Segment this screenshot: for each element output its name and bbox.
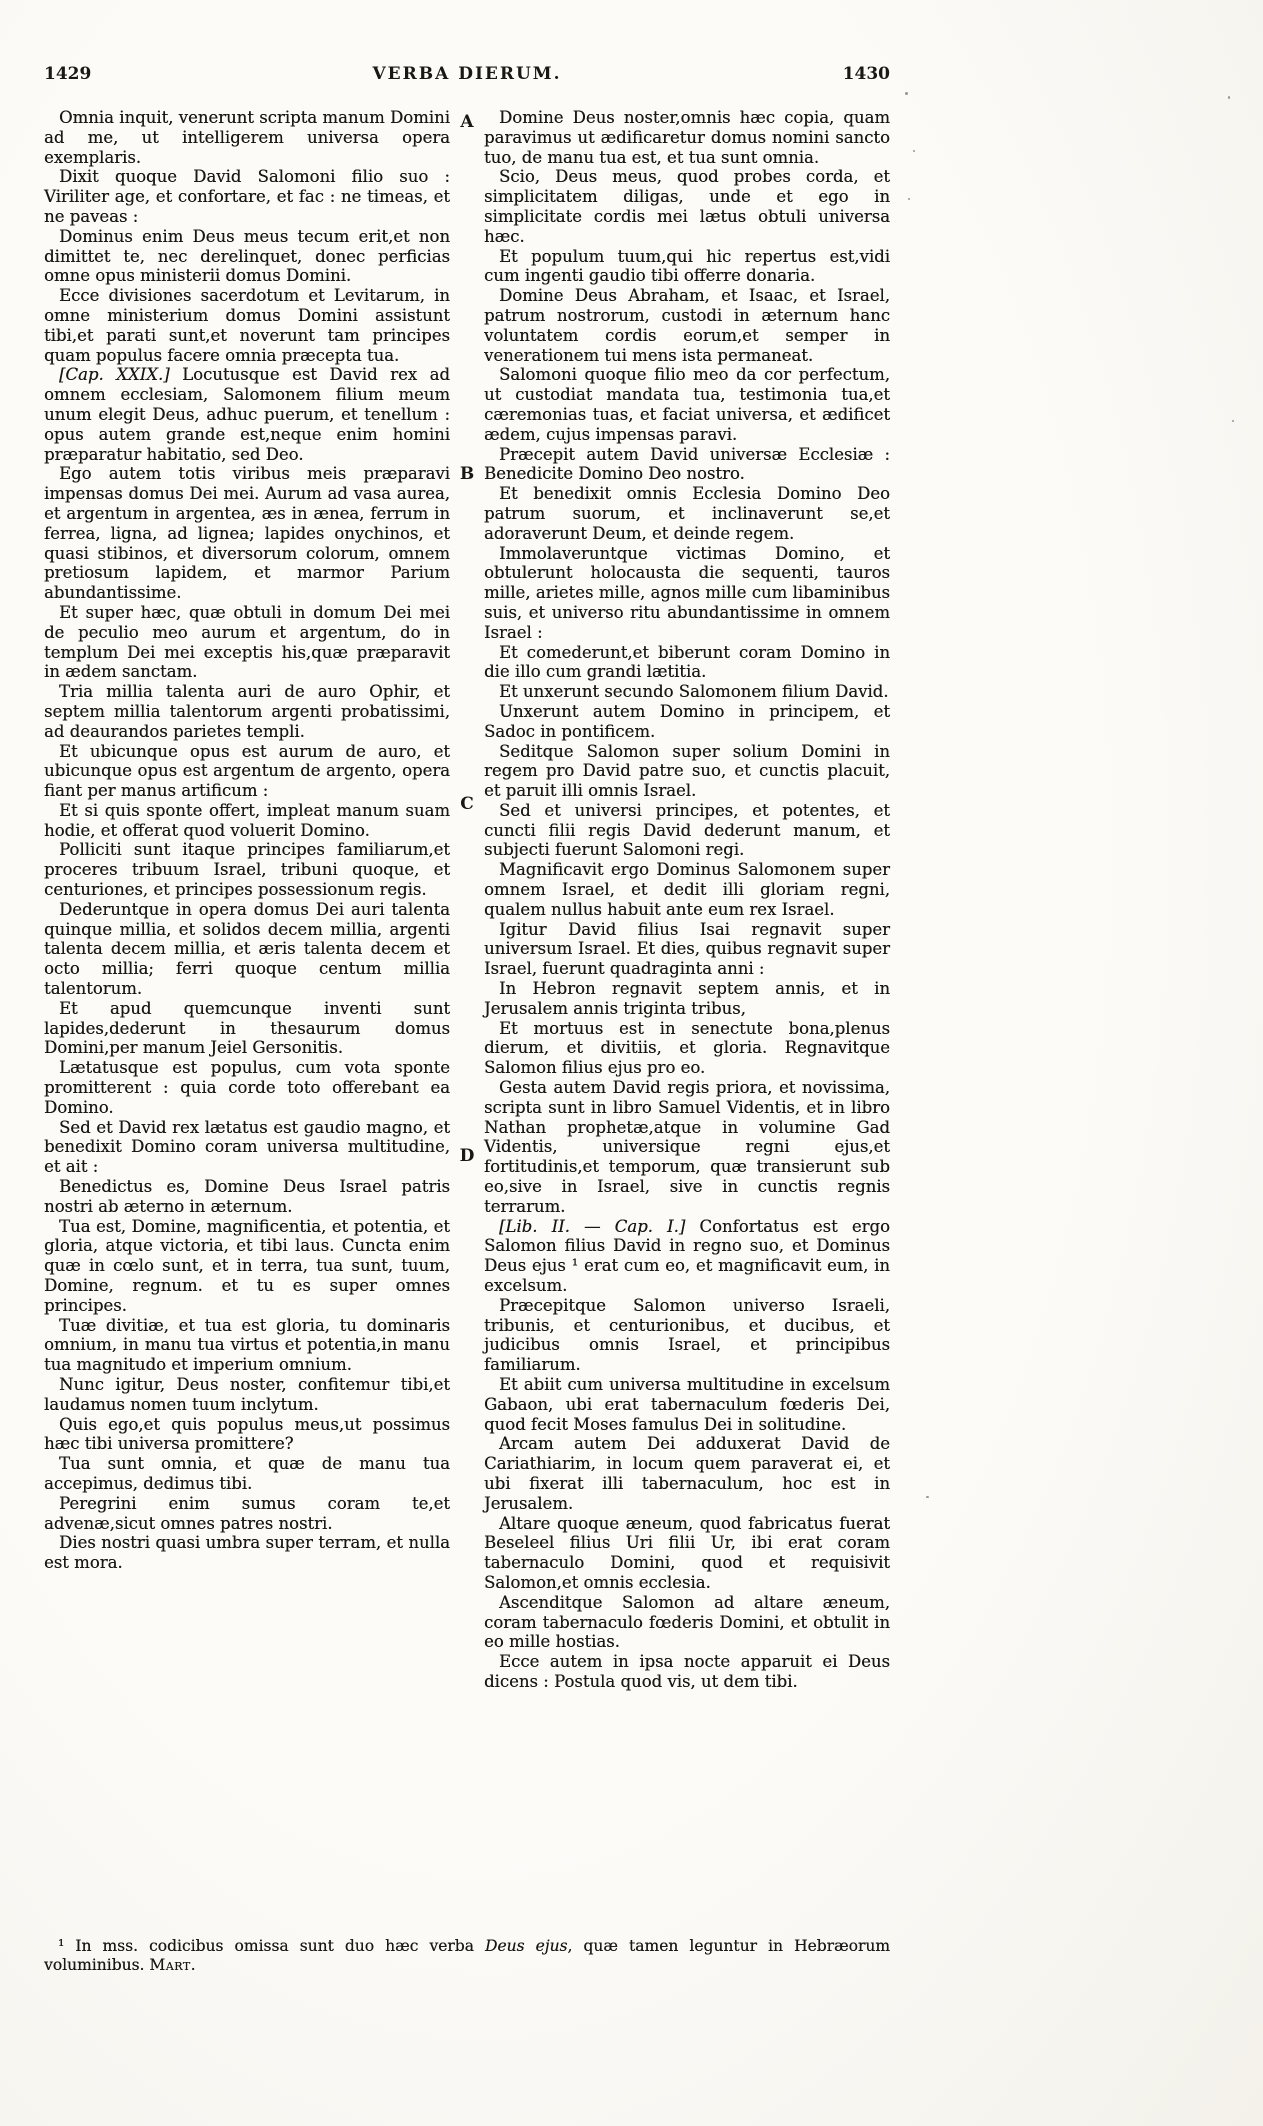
paragraph bbox=[484, 1375, 890, 1434]
paragraph bbox=[484, 702, 890, 742]
text-run: Scio, Deus meus, quod probes corda, et simplicitatem diligas, unde et ego in simplicitate cordis mei lætus obtuli universa hæc. bbox=[484, 167, 890, 246]
text-run: Confortatus est ergo Salomon filius David in regno suo, et Dominus Deus ejus ¹ erat cum eo, et magnificavit eum, in excelsum. bbox=[484, 1216, 890, 1296]
paragraph bbox=[44, 1533, 450, 1573]
column-marker-a: A bbox=[460, 112, 474, 132]
paragraph bbox=[484, 1514, 890, 1593]
paragraph bbox=[44, 1937, 890, 1975]
text-run: Arcam autem Dei adduxerat David de Cariathiarim, in locum quem paraverat ei, et ubi fixerat illi tabernaculum, hoc est in Jerusalem. bbox=[484, 1434, 890, 1513]
text-run: Peregrini enim sumus coram te,et advenæ,sicut omnes patres nostri. bbox=[44, 1493, 450, 1533]
scan-speck bbox=[913, 150, 915, 152]
text-run: Omnia inquit, venerunt scripta manum Domini ad me, ut intelligerem universa opera exemplaris. bbox=[44, 108, 450, 167]
paragraph bbox=[44, 603, 450, 682]
paragraph bbox=[44, 1375, 450, 1415]
text-run: , quæ tamen leguntur in Hebræorum voluminibus. bbox=[44, 1937, 891, 1974]
text-run: Ecce divisiones sacerdotum et Levitarum, in omne ministerium domus Domini assistunt tibi,et parati sunt,et noverunt tam principes quam populus facere omnia præcepta tua. bbox=[44, 286, 450, 365]
text-run: Domine Deus Abraham, et Isaac, et Israel, patrum nostrorum, custodi in æternum hanc voluntatem cordis eorum,et semper in venerationem tui mens ista permaneat. bbox=[484, 286, 890, 365]
page-number-right: 1430 bbox=[842, 64, 890, 84]
text-run: Igitur David filius Isai regnavit super universum Israel. Et dies, quibus regnavit super Israel, fuerunt quadraginta anni : bbox=[484, 919, 890, 979]
text-run: Mart. bbox=[149, 1956, 197, 1974]
text-run: Nunc igitur, Deus noster, confitemur tibi,et laudamus nomen tuum inclytum. bbox=[44, 1375, 450, 1414]
page-number-left: 1429 bbox=[44, 64, 92, 84]
paragraph bbox=[44, 999, 450, 1058]
paragraph bbox=[484, 682, 890, 702]
text-run: Deus ejus bbox=[484, 1937, 568, 1955]
text-run: Salomoni quoque filio meo da cor perfectum, ut custodiat mandata tua, testimonia tua,et cæremonias tuas, et faciat universa, et ædificet ædem, cujus impensas paravi. bbox=[484, 365, 890, 444]
left-column bbox=[44, 108, 450, 1692]
text-columns bbox=[44, 108, 890, 1692]
paragraph bbox=[44, 1217, 450, 1316]
paragraph bbox=[484, 643, 890, 683]
text-run: Altare quoque æneum, quod fabricatus fuerat Beseleel filius Uri filii Ur, ibi erat coram tabernaculo Domini, quod et requisivit Salomon,et omnis ecclesia. bbox=[484, 1513, 890, 1592]
paragraph bbox=[484, 286, 890, 365]
text-run: Et si quis sponte offert, impleat manum suam hodie, et offerat quod voluerit Domino. bbox=[44, 800, 450, 840]
paragraph bbox=[484, 247, 890, 287]
paragraph bbox=[44, 1415, 450, 1455]
paragraph bbox=[44, 108, 450, 167]
paragraph bbox=[484, 1296, 890, 1375]
text-run: Et apud quemcunque inventi sunt lapides,dederunt in thesaurum domus Domini,per manum Jeiel Gersonitis. bbox=[44, 998, 450, 1058]
paragraph bbox=[44, 742, 450, 801]
paragraph bbox=[44, 365, 450, 464]
text-run: Et mortuus est in senectute bona,plenus dierum, et divitiis, et gloria. Regnavitque Salomon filius ejus pro eo. bbox=[484, 1018, 890, 1078]
right-column bbox=[484, 108, 890, 1692]
text-run: Dies nostri quasi umbra super terram, et nulla est mora. bbox=[44, 1533, 450, 1573]
paragraph bbox=[484, 920, 890, 979]
text-run: Sed et universi principes, et potentes, et cuncti filii regis David dederunt manum, et subjecti fuerunt Salomoni regi. bbox=[484, 800, 890, 860]
text-run: Magnificavit ergo Dominus Salomonem super omnem Israel, et dedit illi gloriam regni, qualem nullus habuit ante eum rex Israel. bbox=[484, 860, 890, 919]
text-run: Unxerunt autem Domino in principem, et Sadoc in pontificem. bbox=[484, 701, 890, 741]
text-run: Benedictus es, Domine Deus Israel patris nostri ab æterno in æternum. bbox=[44, 1177, 450, 1216]
paragraph bbox=[484, 1019, 890, 1078]
text-run: Et super hæc, quæ obtuli in domum Dei mei de peculio meo aurum et argentum, do in templum Dei mei exceptis his,quæ præparavit in ædem sanctam. bbox=[44, 602, 450, 682]
paragraph bbox=[44, 227, 450, 286]
text-run: Præcepitque Salomon universo Israeli, tribunis, et centurionibus, et ducibus, et judicibus omnis Israel, et principibus familiarum. bbox=[484, 1295, 890, 1375]
text-run: Gesta autem David regis priora, et novissima, scripta sunt in libro Samuel Videntis, et in libro Nathan prophetæ,atque in volumine Gad Videntis, universique regni ejus,et fortitudinis,et temporum, quæ transierunt sub eo,sive in Israel, sive in cunctis regnis terrarum. bbox=[484, 1078, 890, 1216]
text-run: Sed et David rex lætatus est gaudio magno, et benedixit Domino coram universa multitudine, et ait : bbox=[44, 1117, 450, 1177]
paragraph bbox=[484, 445, 890, 485]
paragraph bbox=[484, 860, 890, 919]
text-run: Quis ego,et quis populus meus,ut possimus hæc tibi universa promittere? bbox=[44, 1414, 450, 1454]
text-run: Et abiit cum universa multitudine in excelsum Gabaon, ubi erat tabernaculum fœderis Dei, quod fecit Moses famulus Dei in solitudine. bbox=[484, 1375, 890, 1434]
text-run: [Cap. XXIX.] bbox=[59, 365, 170, 385]
text-run: Dominus enim Deus meus tecum erit,et non dimittet te, nec derelinquet, donec perficias omne opus ministerii domus Domini. bbox=[44, 226, 450, 286]
paragraph bbox=[44, 900, 450, 999]
paragraph bbox=[484, 1434, 890, 1513]
paragraph bbox=[484, 484, 890, 543]
paragraph bbox=[44, 464, 450, 603]
scanned-book-page bbox=[44, 64, 891, 1974]
text-run: In Hebron regnavit septem annis, et in Jerusalem annis triginta tribus, bbox=[484, 979, 890, 1018]
text-run: Ego autem totis viribus meis præparavi impensas domus Dei mei. Aurum ad vasa aurea, et argentum in argentea, æs in ænea, ferrum in ferrea, ligna, ad lignea; lapides onychinos, et quasi stibinos, et diversorum colorum, omnem pretiosum lapidem, et marmor Parium abundantissime. bbox=[44, 464, 450, 603]
text-run: Immolaveruntque victimas Domino, et obtulerunt holocausta die sequenti, tauros mille, arietes mille, agnos mille cum libaminibus suis, et universo ritu abundantissime in omnem Israel : bbox=[484, 543, 890, 642]
footnote bbox=[44, 1937, 890, 1975]
paragraph bbox=[44, 167, 450, 226]
text-run: [Lib. II. — Cap. I.] bbox=[499, 1216, 686, 1236]
scan-speck bbox=[1228, 96, 1230, 99]
column-gutter bbox=[450, 108, 484, 1692]
text-run: Locutusque est David rex ad omnem ecclesiam, Salomonem filium meum unum elegit Deus, adhuc puerum, et tenellum : opus autem grande est,neque enim homini præparatur habitatio, sed Deo. bbox=[44, 365, 450, 464]
paragraph bbox=[484, 108, 890, 167]
paragraph bbox=[44, 1454, 450, 1494]
paragraph bbox=[44, 1316, 450, 1375]
paragraph bbox=[484, 1217, 890, 1296]
paragraph bbox=[44, 1494, 450, 1534]
paragraph bbox=[484, 801, 890, 860]
paragraph bbox=[44, 286, 450, 365]
text-run: Et ubicunque opus est aurum de auro, et ubicunque opus est argentum de argento, opera fiant per manus artificum : bbox=[44, 741, 450, 801]
text-run: Præcepit autem David universæ Ecclesiæ : Benedicite Domino Deo nostro. bbox=[484, 444, 890, 484]
scan-speck bbox=[908, 198, 910, 200]
text-run: Et unxerunt secundo Salomonem filium David. bbox=[499, 682, 889, 702]
paragraph bbox=[44, 801, 450, 841]
text-run: Dederuntque in opera domus Dei auri talenta quinque millia, et solidos decem millia, argenti talenta decem millia, et æris talenta decem et octo millia; ferri quoque centum millia talentorum. bbox=[44, 899, 450, 999]
text-run: Et comederunt,et biberunt coram Domino in die illo cum grandi lætitia. bbox=[484, 642, 890, 682]
paragraph bbox=[44, 682, 450, 741]
paragraph bbox=[484, 742, 890, 801]
scan-speck bbox=[926, 1496, 929, 1498]
paragraph bbox=[44, 1118, 450, 1177]
scan-speck bbox=[905, 92, 908, 95]
paragraph bbox=[484, 1652, 890, 1692]
scan-speck bbox=[1232, 420, 1234, 422]
text-run: Lætatusque est populus, cum vota sponte promitterent : quia corde toto offerebant ea Domino. bbox=[44, 1058, 450, 1117]
text-run: Et benedixit omnis Ecclesia Domino Deo patrum suorum, et inclinaverunt se,et adoraverunt Deum, et deinde regem. bbox=[484, 484, 890, 543]
text-run: Ascenditque Salomon ad altare æneum, coram tabernaculo fœderis Domini, et obtulit in eo mille hostias. bbox=[484, 1592, 890, 1652]
text-run: Et populum tuum,qui hic repertus est,vidi cum ingenti gaudio tibi offerre donaria. bbox=[484, 246, 890, 286]
paragraph bbox=[484, 167, 890, 246]
running-title: VERBA DIERUM. bbox=[372, 64, 562, 84]
column-marker-c: C bbox=[460, 794, 474, 814]
paragraph bbox=[484, 1078, 890, 1217]
text-run: Polliciti sunt itaque principes familiarum,et proceres tribuum Israel, tribuni quoque, et centuriones, et principes possessionum regis. bbox=[44, 840, 450, 900]
column-marker-b: B bbox=[459, 464, 475, 484]
page-header bbox=[44, 64, 890, 84]
text-run: Domine Deus noster,omnis hæc copia, quam paravimus ut ædificaretur domus nomini sancto tuo, de manu tua est, et tua sunt omnia. bbox=[484, 108, 890, 167]
text-run: Ecce autem in ipsa nocte apparuit ei Deus dicens : Postula quod vis, ut dem tibi. bbox=[484, 1652, 890, 1691]
paragraph bbox=[484, 1593, 890, 1652]
text-run: Dixit quoque David Salomoni filio suo : Viriliter age, et confortare, et fac : ne timeas, et ne paveas : bbox=[44, 167, 450, 226]
paragraph bbox=[484, 544, 890, 643]
text-run: ¹ In mss. codicibus omissa sunt duo hæc verba bbox=[58, 1937, 485, 1955]
column-marker-d: D bbox=[459, 1146, 475, 1166]
paragraph bbox=[484, 979, 890, 1019]
text-run: Tria millia talenta auri de auro Ophir, et septem millia talentorum argenti probatissimi, ad deaurandos parietes templi. bbox=[44, 682, 450, 741]
paragraph bbox=[44, 840, 450, 899]
paragraph bbox=[44, 1177, 450, 1217]
text-run: Seditque Salomon super solium Domini in regem pro David patre suo, et cunctis placuit, et paruit illi omnis Israel. bbox=[484, 741, 890, 801]
text-run: Tuæ divitiæ, et tua est gloria, tu dominaris omnium, in manu tua virtus et potentia,in manu tua magnitudo et imperium omnium. bbox=[44, 1315, 450, 1375]
text-run: Tua sunt omnia, et quæ de manu tua accepimus, dedimus tibi. bbox=[44, 1454, 450, 1493]
paragraph bbox=[44, 1058, 450, 1117]
text-run: Tua est, Domine, magnificentia, et potentia, et gloria, atque victoria, et tibi laus. Cuncta enim quæ in cœlo sunt, et in terra, tua sunt, tuum, Domine, regnum. et tu es super omnes principes. bbox=[44, 1216, 450, 1315]
paragraph bbox=[484, 365, 890, 444]
